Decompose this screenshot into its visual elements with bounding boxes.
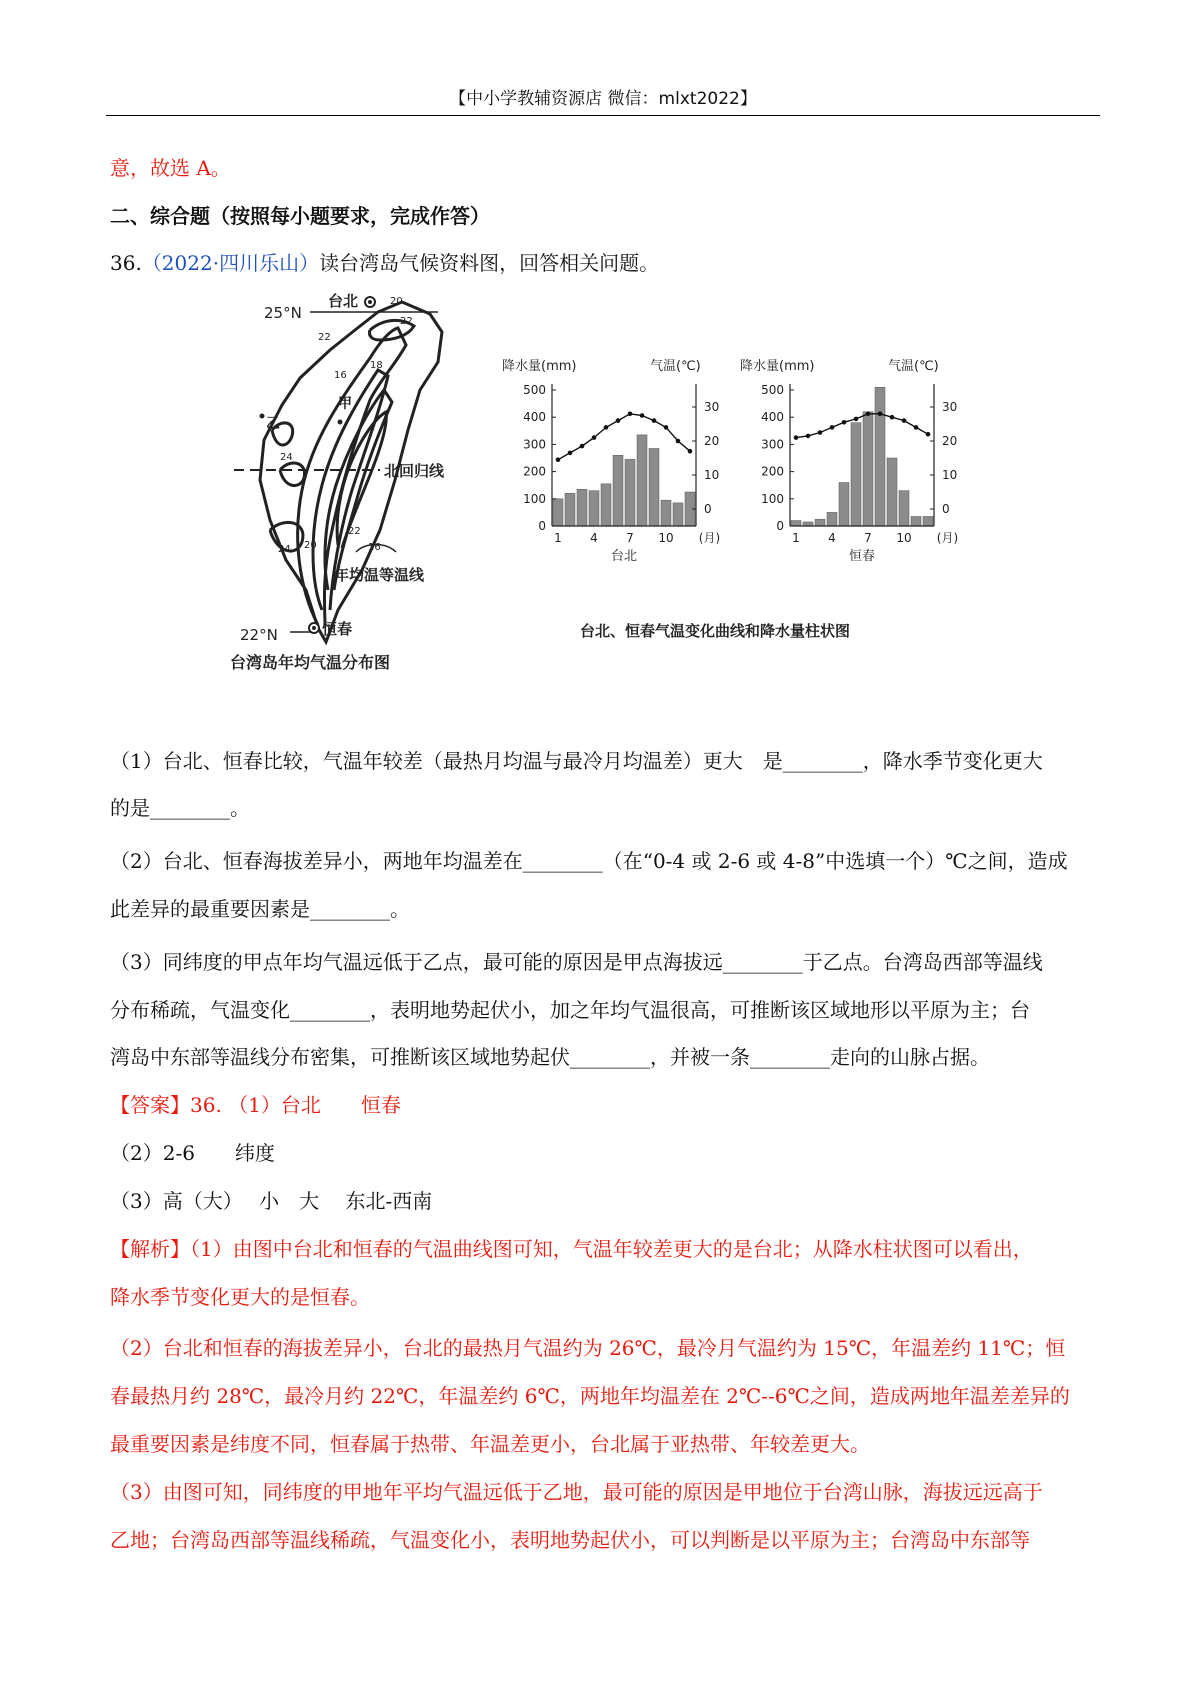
- precip-bar-6: [851, 423, 861, 526]
- prev-answer-tail: 意，故选 A。: [110, 156, 231, 180]
- question-prompt: 读台湾岛气候资料图，回答相关问题。: [319, 251, 660, 275]
- y2tick-label: 30: [704, 400, 720, 414]
- temp-point-7: [628, 412, 633, 417]
- x-unit: (月): [936, 531, 959, 545]
- precip-bar-5: [601, 484, 611, 526]
- y2tick-label: 20: [704, 434, 720, 448]
- xtick-label: 1: [554, 531, 562, 545]
- precip-bar-8: [875, 387, 885, 526]
- answer-line-2: （2）2-6 纬度: [110, 1141, 275, 1165]
- temp-point-2: [806, 434, 811, 439]
- chart-station-name: 台北: [610, 549, 638, 564]
- temp-point-1: [794, 435, 799, 440]
- precip-bar-12: [923, 516, 933, 526]
- question-source: （2022·四川乐山）: [141, 251, 320, 275]
- answer-line-1-text: 【答案】36. （1）台北 恒春: [110, 1093, 401, 1117]
- xtick-label: 7: [626, 531, 634, 545]
- y2label: 气温(℃): [650, 359, 701, 374]
- temp-point-12: [688, 449, 693, 454]
- temp-point-5: [842, 420, 847, 425]
- temp-point-2: [568, 451, 573, 456]
- precip-bar-7: [625, 459, 635, 526]
- legend-label: 年均温等温线: [334, 566, 425, 584]
- precip-bar-4: [827, 512, 837, 526]
- chart-taipei: [502, 358, 720, 564]
- precip-bar-4: [589, 491, 599, 526]
- ytick-label: 500: [761, 383, 784, 397]
- y2label: 气温(℃): [888, 359, 939, 374]
- temp-point-10: [664, 425, 669, 430]
- city-south-label: 恒春: [322, 620, 353, 638]
- question-36-stem: [110, 249, 659, 277]
- xtick-label: 7: [864, 531, 872, 545]
- ytick-label: 500: [523, 383, 546, 397]
- precip-bar-9: [887, 458, 897, 526]
- charts-caption: 台北、恒春气温变化曲线和降水量柱状图: [580, 622, 851, 640]
- q1-line-2: 的是________。: [110, 796, 250, 820]
- question-number: 36.: [110, 251, 142, 275]
- climate-charts: [500, 359, 980, 650]
- isotherm-label-22b: 22: [318, 332, 331, 343]
- analysis-line-3: （2）台北和恒春的海拔差异小，台北的最热月气温约为 26℃，最冷月气温约为 15℃，年温差约 11℃；恒: [110, 1336, 1066, 1360]
- temp-point-10: [902, 418, 907, 423]
- y2tick-label: 0: [704, 502, 712, 516]
- analysis-line-5: 最重要因素是纬度不同，恒春属于热带、年温差更小，台北属于亚热带、年较差更大。: [110, 1432, 870, 1456]
- temp-point-5: [604, 425, 609, 430]
- temp-point-9: [890, 415, 895, 420]
- y2tick-label: 10: [942, 468, 958, 482]
- precip-bar-9: [649, 448, 659, 526]
- header-rule: [106, 115, 1100, 116]
- ytick-label: 400: [523, 410, 546, 425]
- map-caption: 台湾岛年均气温分布图: [230, 653, 391, 672]
- y2tick-label: 10: [704, 468, 720, 482]
- isotherm-label-20: 20: [390, 296, 403, 307]
- lat-south-label: 22°N: [240, 626, 278, 644]
- xtick-label: 10: [896, 531, 912, 545]
- page-header: 【中小学教辅资源店 微信：mlxt2022】: [449, 89, 757, 109]
- precip-bar-10: [661, 500, 671, 526]
- q2-line-1: （2）台北、恒春海拔差异小，两地年均温差在________（在“0-4 或 2-6 或 4-8”中选填一个）℃之间，造成: [110, 849, 1068, 873]
- analysis-line-7: 乙地；台湾岛西部等温线稀疏，气温变化小，表明地势起伏小，可以判断是以平原为主；台湾岛中东部等: [110, 1528, 1030, 1552]
- temp-point-11: [914, 425, 919, 430]
- ytick-label: 300: [523, 437, 546, 452]
- taiwan-temperature-map: [230, 290, 520, 740]
- q3-line-1: （3）同纬度的甲点年均气温远低于乙点，最可能的原因是甲点海拔远________于乙点。台湾岛西部等温线: [110, 950, 1043, 974]
- q3-line-3: 湾岛中东部等温线分布密集，可推断该区域地势起伏________，并被一条________走向的山脉占据。: [110, 1045, 990, 1069]
- temp-point-3: [818, 430, 823, 435]
- x-unit: (月): [698, 531, 721, 545]
- tropic-label: 北回归线: [384, 462, 445, 480]
- temp-point-8: [878, 412, 883, 417]
- ytick-label: 200: [761, 464, 784, 479]
- precip-bar-11: [911, 516, 921, 526]
- isotherm-label-20b: 20: [304, 540, 317, 551]
- precip-bar-10: [899, 491, 909, 526]
- city-north-label: 台北: [328, 292, 359, 310]
- temp-point-11: [676, 439, 681, 444]
- precip-bar-1: [553, 499, 563, 526]
- point-yi-marker: [260, 414, 265, 419]
- chart-hengchun: [740, 358, 958, 564]
- ytick-label: 400: [761, 410, 784, 425]
- temp-point-6: [854, 417, 859, 422]
- ylabel: 降水量(mm): [502, 359, 577, 374]
- isotherm-label-24a: 24: [280, 452, 293, 463]
- q1-line-1: （1）台北、恒春比较，气温年较差（最热月均温与最冷月均温差）更大 是________，降水季节变化更大: [110, 749, 1043, 773]
- temp-point-3: [580, 444, 585, 449]
- isotherm-west-24: [280, 463, 305, 486]
- ytick-label: 300: [761, 437, 784, 452]
- answer-line-1: [110, 1091, 401, 1119]
- q2-line-2: 此差异的最重要因素是________。: [110, 897, 410, 921]
- temp-point-4: [592, 435, 597, 440]
- isotherm-label-16: 16: [334, 370, 347, 381]
- isotherm-label-24b: 24: [278, 544, 291, 555]
- y2tick-label: 0: [942, 502, 950, 516]
- temp-line: [558, 414, 690, 460]
- section-title: 二、综合题（按照每小题要求，完成作答）: [110, 204, 490, 228]
- point-jia-label: 甲: [338, 396, 352, 412]
- chart-station-name: 恒春: [848, 549, 876, 564]
- precip-bar-8: [637, 435, 647, 526]
- q3-line-2: 分布稀疏，气温变化________，表明地势起伏小，加之年均气温很高，可推断该区域地形以平原为主；台: [110, 998, 1030, 1022]
- xtick-label: 1: [792, 531, 800, 545]
- ytick-label: 200: [523, 464, 546, 479]
- analysis-line-1: 【解析】（1）由图中台北和恒春的气温曲线图可知，气温年较差更大的是台北；从降水柱状图可以看出，: [110, 1237, 1033, 1261]
- y2tick-label: 20: [942, 434, 958, 448]
- xtick-label: 4: [590, 531, 598, 545]
- isotherm-label-22a: 22: [400, 316, 413, 327]
- lat-north-label: 25°N: [264, 304, 302, 322]
- precip-bar-2: [803, 522, 813, 526]
- temp-point-1: [556, 457, 561, 462]
- precip-bar-11: [673, 503, 683, 526]
- answer-line-3: （3）高（大） 小 大 东北-西南: [110, 1189, 433, 1213]
- precip-bar-3: [577, 489, 587, 526]
- precip-bar-7: [863, 412, 873, 526]
- precip-bar-3: [815, 519, 825, 526]
- point-yi-label: 乙: [266, 416, 280, 432]
- temp-line: [796, 414, 928, 438]
- legend-value: 16: [368, 542, 381, 553]
- temp-point-4: [830, 425, 835, 430]
- temp-point-9: [652, 418, 657, 423]
- ylabel: 降水量(mm): [740, 359, 815, 374]
- isotherm-label-18: 18: [370, 360, 383, 371]
- point-jia-marker: [338, 420, 343, 425]
- precip-bar-6: [613, 455, 623, 526]
- temp-point-7: [866, 412, 871, 417]
- temp-point-8: [640, 413, 645, 418]
- ytick-label: 0: [776, 519, 784, 533]
- y2tick-label: 30: [942, 400, 958, 414]
- precip-bar-2: [565, 493, 575, 526]
- xtick-label: 4: [828, 531, 836, 545]
- ytick-label: 100: [761, 491, 784, 506]
- xtick-label: 10: [658, 531, 674, 545]
- ytick-label: 100: [523, 491, 546, 506]
- analysis-line-6: （3）由图可知，同纬度的甲地年平均气温远低于乙地，最可能的原因是甲地位于台湾山脉，海拔远远高于: [110, 1480, 1043, 1504]
- isotherm-label-22c: 22: [348, 526, 361, 537]
- precip-bar-5: [839, 482, 849, 526]
- analysis-line-2: 降水季节变化更大的是恒春。: [110, 1285, 370, 1309]
- ytick-label: 0: [538, 519, 546, 533]
- analysis-line-4: 春最热月约 28℃，最冷月约 22℃，年温差约 6℃，两地年均温差在 2℃--6℃之间，造成两地年温差差异的: [110, 1384, 1070, 1408]
- temp-point-6: [616, 418, 621, 423]
- precip-bar-1: [791, 521, 801, 526]
- temp-point-12: [926, 432, 931, 437]
